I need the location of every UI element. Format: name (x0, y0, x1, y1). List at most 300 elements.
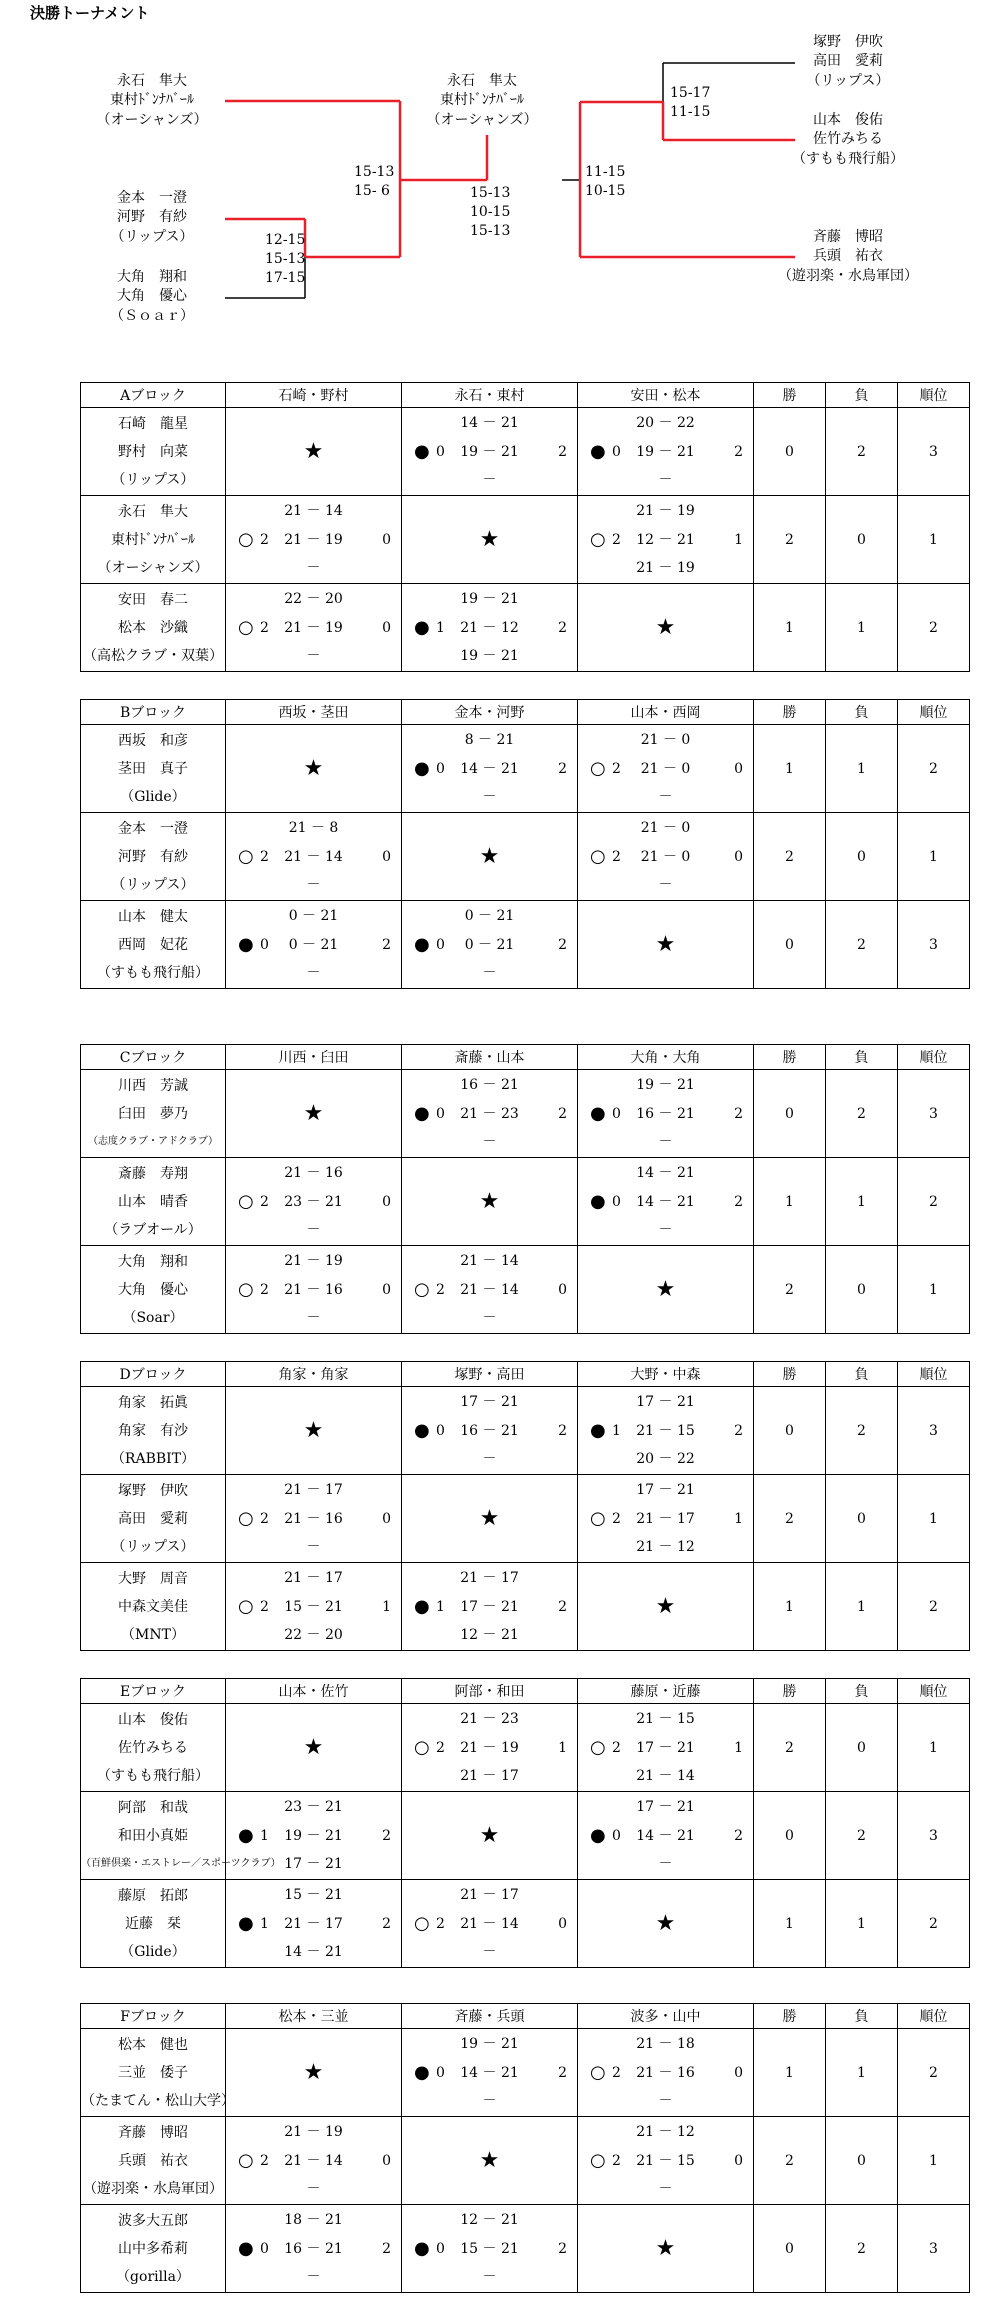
game-score: 21 － 12 (636, 2124, 695, 2140)
game-score: 21 － 17 (284, 1482, 343, 1498)
table-row (81, 725, 970, 813)
win-mark-icon: ○ (238, 617, 254, 638)
team-cell (81, 496, 226, 584)
score: 12-15 (265, 232, 306, 248)
loss-mark-icon: ● (590, 1103, 606, 1124)
self-match-star-icon: ★ (655, 2236, 676, 2261)
games-won: 2 (612, 2065, 621, 2081)
column-header: 負 (826, 1362, 898, 1387)
team-cell (81, 901, 226, 989)
games-won: 2 (436, 1740, 445, 1756)
game-score: 21 － 19 (284, 532, 343, 548)
score: 11-15 (670, 104, 711, 120)
game-score: 16 － 21 (284, 2241, 343, 2257)
player-name: 西坂 和彦 (118, 732, 188, 749)
game-score: 23 － 21 (284, 1799, 343, 1815)
rank-value: 1 (898, 2117, 970, 2205)
games-won: 2 (436, 1282, 445, 1298)
table-row (81, 496, 970, 584)
wins-count: 2 (754, 2117, 826, 2205)
column-header: 勝 (754, 383, 826, 408)
wins-count: 0 (754, 1070, 826, 1158)
game-score: 19 － 21 (636, 444, 695, 460)
player-name: 三並 倭子 (118, 2064, 188, 2081)
game-score: 21 － 14 (284, 503, 343, 519)
games-lost: 0 (382, 1282, 391, 1298)
match-cell (226, 1475, 402, 1563)
games-won: 1 (260, 1916, 269, 1932)
game-score: － (482, 1310, 497, 1326)
game-score: 21 － 17 (284, 1570, 343, 1586)
club-name: （オーシャンズ） (97, 559, 209, 576)
score: 15-13 (470, 223, 511, 239)
match-cell (402, 1158, 578, 1246)
wins-count: 0 (754, 901, 826, 989)
game-score: 0 － 21 (288, 937, 339, 953)
loss-mark-icon: ● (414, 934, 430, 955)
match-cell (578, 584, 754, 672)
game-score: － (482, 1944, 497, 1960)
game-score: 19 － 21 (284, 1828, 343, 1844)
rank-value: 2 (898, 2029, 970, 2117)
player-name: 藤原 拓郎 (118, 1887, 188, 1904)
column-header: 負 (826, 700, 898, 725)
player-name: 塚野 伊吹 (118, 1482, 188, 1499)
game-score: 21 － 15 (636, 2153, 695, 2169)
game-score: 21 － 17 (460, 1768, 519, 1784)
team-cell (81, 2029, 235, 2117)
game-score: 21 － 19 (460, 1740, 519, 1756)
table-row (81, 1704, 970, 1792)
team-cell (81, 1158, 226, 1246)
win-mark-icon: ○ (590, 1737, 606, 1758)
match-cell (402, 1563, 578, 1651)
club-name: （高松クラブ・双葉） (83, 647, 223, 664)
self-match-star-icon: ★ (303, 756, 324, 781)
win-mark-icon: ○ (590, 1508, 606, 1529)
self-match-star-icon: ★ (479, 1189, 500, 1214)
games-lost: 2 (734, 1828, 743, 1844)
entry-name: 東村ﾄﾞﾝﾅﾊﾞｰﾙ (440, 92, 524, 108)
match-cell (226, 1563, 402, 1651)
game-score: 14 － 21 (460, 761, 519, 777)
team-cell (81, 1880, 226, 1968)
entry-name: 東村ﾄﾞﾝﾅﾊﾞｰﾙ (110, 92, 194, 108)
club-name: （すもも飛行船） (97, 964, 209, 981)
player-name: 中森文美佳 (118, 1598, 188, 1615)
win-mark-icon: ○ (238, 1596, 254, 1617)
table-row (81, 2205, 970, 2293)
win-mark-icon: ○ (414, 1913, 430, 1934)
match-cell (402, 1070, 578, 1158)
player-name: 斉藤 博昭 (118, 2124, 188, 2141)
block-name: Cブロック (81, 1045, 226, 1070)
column-header: 川西・臼田 (226, 1045, 402, 1070)
entry-name: 兵頭 祐衣 (813, 248, 883, 264)
player-name: 波多大五郎 (118, 2212, 188, 2229)
game-score: 14 － 21 (636, 1165, 695, 1181)
column-header: 山本・西岡 (578, 700, 754, 725)
column-header: 金本・河野 (402, 700, 578, 725)
game-score: 21 － 14 (636, 1768, 695, 1784)
game-score: 21 － 12 (636, 1539, 695, 1555)
game-score: － (306, 965, 321, 981)
games-won: 0 (436, 2065, 445, 2081)
game-score: － (306, 1222, 321, 1238)
entry-name: 斉藤 博昭 (813, 229, 883, 245)
rank-value: 2 (898, 1880, 970, 1968)
game-score: － (658, 2093, 673, 2109)
player-name: 佐竹みちる (118, 1739, 188, 1756)
game-score: － (658, 877, 673, 893)
game-score: 8 － 21 (464, 732, 515, 748)
loss-mark-icon: ● (414, 2238, 430, 2259)
games-lost: 2 (558, 1599, 567, 1615)
games-lost: 2 (382, 937, 391, 953)
team-cell (81, 813, 226, 901)
column-header: 負 (826, 2004, 898, 2029)
game-score: 14 － 21 (460, 415, 519, 431)
match-cell (226, 725, 402, 813)
wins-count: 0 (754, 1792, 826, 1880)
game-score: 21 － 19 (284, 620, 343, 636)
win-mark-icon: ○ (590, 758, 606, 779)
entry-name: 高田 愛莉 (813, 53, 883, 69)
self-match-star-icon: ★ (479, 844, 500, 869)
game-score: 21 － 15 (636, 1423, 695, 1439)
games-won: 2 (260, 1282, 269, 1298)
game-score: 21 － 16 (636, 2065, 695, 2081)
game-score: 19 － 21 (460, 591, 519, 607)
player-name: 阿部 和哉 (118, 1799, 188, 1816)
player-name: 河野 有紗 (118, 848, 188, 865)
games-won: 2 (612, 761, 621, 777)
game-score: 12 － 21 (460, 2212, 519, 2228)
games-won: 0 (436, 2241, 445, 2257)
block-table (80, 699, 970, 989)
club-name: （Glide） (120, 1943, 186, 1960)
player-name: 茎田 真子 (118, 760, 188, 777)
match-cell (578, 1475, 754, 1563)
left-entries (96, 72, 207, 324)
wins-count: 2 (754, 1704, 826, 1792)
games-lost: 2 (734, 1194, 743, 1210)
match-cell (226, 2117, 402, 2205)
games-lost: 0 (558, 1916, 567, 1932)
match-cell (578, 725, 754, 813)
game-score: 21 － 15 (636, 1711, 695, 1727)
club-name: （すもも飛行船） (97, 1767, 209, 1784)
player-name: 山本 俊佑 (118, 1711, 188, 1728)
column-header: 負 (826, 383, 898, 408)
game-score: － (306, 1539, 321, 1555)
rank-value: 1 (898, 496, 970, 584)
block-table (80, 1361, 970, 1651)
games-lost: 0 (382, 2153, 391, 2169)
rank-value: 3 (898, 901, 970, 989)
club-name: （Glide） (120, 788, 186, 805)
self-match-star-icon: ★ (303, 2060, 324, 2085)
game-score: 21 － 19 (284, 1253, 343, 1269)
win-mark-icon: ○ (590, 846, 606, 867)
self-match-star-icon: ★ (655, 1277, 676, 1302)
game-score: － (306, 648, 321, 664)
game-score: 21 － 23 (460, 1711, 519, 1727)
games-lost: 2 (734, 1423, 743, 1439)
game-score: 21 － 0 (640, 732, 691, 748)
losses-count: 1 (826, 1563, 898, 1651)
loss-mark-icon: ● (590, 441, 606, 462)
club-name: （リップス） (111, 1538, 195, 1555)
club-name: （リップス） (111, 876, 195, 893)
player-name: 西岡 妃花 (118, 936, 188, 953)
score: 15-13 (265, 251, 306, 267)
games-won: 0 (436, 761, 445, 777)
losses-count: 1 (826, 2029, 898, 2117)
losses-count: 2 (826, 1387, 898, 1475)
match-cell (402, 1704, 578, 1792)
loss-mark-icon: ● (414, 2062, 430, 2083)
player-name: 松本 健也 (118, 2036, 188, 2053)
rank-value: 1 (898, 1704, 970, 1792)
player-name: 永石 隼大 (118, 503, 188, 520)
wins-count: 1 (754, 725, 826, 813)
match-cell (226, 1792, 402, 1880)
games-won: 2 (436, 1916, 445, 1932)
table-row (81, 2117, 970, 2205)
team-cell (81, 1070, 226, 1158)
games-won: 0 (436, 937, 445, 953)
game-score: 21 － 17 (460, 1887, 519, 1903)
games-lost: 0 (382, 1511, 391, 1527)
game-score: 17 － 21 (636, 1482, 695, 1498)
games-won: 2 (260, 1511, 269, 1527)
match-cell (578, 2117, 754, 2205)
losses-count: 2 (826, 901, 898, 989)
loss-mark-icon: ● (414, 441, 430, 462)
match-cell (578, 1704, 754, 1792)
entry-name: 大角 優心 (117, 288, 187, 304)
right-entries (778, 34, 918, 284)
block-name: Bブロック (81, 700, 226, 725)
win-mark-icon: ○ (238, 529, 254, 550)
page-title: 決勝トーナメント (30, 4, 150, 22)
self-match-star-icon: ★ (655, 1911, 676, 1936)
match-cell (226, 408, 402, 496)
self-match-star-icon: ★ (655, 1594, 676, 1619)
win-mark-icon: ○ (414, 1737, 430, 1758)
match-cell (578, 901, 754, 989)
games-lost: 0 (734, 761, 743, 777)
game-score: 14 － 21 (636, 1194, 695, 1210)
games-lost: 2 (558, 2241, 567, 2257)
game-score: 16 － 21 (460, 1423, 519, 1439)
game-score: 17 － 21 (636, 1799, 695, 1815)
wins-count: 1 (754, 1880, 826, 1968)
games-won: 2 (260, 1599, 269, 1615)
win-mark-icon: ○ (238, 2150, 254, 2171)
entry-club: （Ｓｏａｒ） (110, 308, 194, 324)
games-lost: 2 (382, 2241, 391, 2257)
losses-count: 0 (826, 496, 898, 584)
club-name: （百鮮倶楽・エストレー／スポーツクラブ） (81, 1857, 281, 1869)
loss-mark-icon: ● (238, 2238, 254, 2259)
games-won: 2 (260, 2153, 269, 2169)
column-header: 勝 (754, 1362, 826, 1387)
match-cell (402, 813, 578, 901)
games-won: 0 (436, 444, 445, 460)
losses-count: 0 (826, 1246, 898, 1334)
team-cell (81, 1387, 226, 1475)
games-lost: 1 (558, 1740, 567, 1756)
game-score: 21 － 16 (284, 1165, 343, 1181)
game-score: 12 － 21 (460, 1627, 519, 1643)
game-score: 0 － 21 (464, 908, 515, 924)
game-score: 16 － 21 (460, 1077, 519, 1093)
game-score: － (482, 1451, 497, 1467)
match-cell (402, 408, 578, 496)
games-won: 0 (436, 1423, 445, 1439)
self-match-star-icon: ★ (303, 439, 324, 464)
games-won: 2 (612, 2153, 621, 2169)
game-score: 0 － 21 (464, 937, 515, 953)
game-score: 21 － 0 (640, 820, 691, 836)
games-won: 1 (436, 620, 445, 636)
wins-count: 2 (754, 1475, 826, 1563)
rank-value: 2 (898, 725, 970, 813)
losses-count: 1 (826, 584, 898, 672)
games-won: 2 (612, 532, 621, 548)
games-won: 1 (260, 1828, 269, 1844)
match-cell (226, 2029, 402, 2117)
games-lost: 2 (558, 761, 567, 777)
score: 10-15 (470, 204, 511, 220)
rank-value: 1 (898, 813, 970, 901)
games-lost: 1 (734, 532, 743, 548)
club-name: （gorilla） (116, 2268, 190, 2285)
win-mark-icon: ○ (590, 2062, 606, 2083)
player-name: 山本 健太 (118, 908, 188, 925)
column-header: 角家・角家 (226, 1362, 402, 1387)
column-header: 斉藤・兵頭 (402, 2004, 578, 2029)
team-cell (81, 725, 226, 813)
loss-mark-icon: ● (414, 1596, 430, 1617)
player-name: 山本 晴香 (118, 1193, 188, 1210)
game-score: － (658, 789, 673, 805)
entry-name: 永石 隼大 (117, 73, 187, 89)
column-header: 西坂・茎田 (226, 700, 402, 725)
match-cell (402, 2205, 578, 2293)
match-cell (226, 901, 402, 989)
game-score: － (306, 2181, 321, 2197)
games-lost: 1 (382, 1599, 391, 1615)
game-score: 14 － 21 (284, 1944, 343, 1960)
table-row (81, 1070, 970, 1158)
table-row (81, 1792, 970, 1880)
match-cell (402, 1880, 578, 1968)
column-header: 順位 (898, 383, 970, 408)
win-mark-icon: ○ (590, 2150, 606, 2171)
match-cell (578, 2029, 754, 2117)
match-cell (402, 496, 578, 584)
games-lost: 2 (558, 444, 567, 460)
player-name: 大角 翔和 (118, 1253, 188, 1270)
game-score: 17 － 21 (636, 1740, 695, 1756)
match-cell (402, 584, 578, 672)
self-match-star-icon: ★ (303, 1101, 324, 1126)
games-won: 2 (260, 620, 269, 636)
column-header: 勝 (754, 1045, 826, 1070)
game-score: 19 － 21 (460, 444, 519, 460)
wins-count: 1 (754, 584, 826, 672)
game-score: － (482, 472, 497, 488)
game-score: 19 － 21 (460, 648, 519, 664)
team-cell (81, 1792, 281, 1880)
club-name: （リップス） (111, 471, 195, 488)
player-name: 臼田 夢乃 (118, 1105, 188, 1122)
game-score: 17 － 21 (636, 1394, 695, 1410)
score: 15- 6 (354, 183, 390, 199)
column-header: 波多・山中 (578, 2004, 754, 2029)
game-score: － (482, 1134, 497, 1150)
game-score: 21 － 19 (636, 503, 695, 519)
match-cell (578, 1158, 754, 1246)
games-won: 0 (612, 1828, 621, 1844)
match-cell (578, 1070, 754, 1158)
column-header: 勝 (754, 1679, 826, 1704)
block-table (80, 2003, 970, 2293)
loss-mark-icon: ● (590, 1825, 606, 1846)
game-score: 21 － 14 (284, 2153, 343, 2169)
match-cell (402, 2029, 578, 2117)
team-cell (81, 1475, 226, 1563)
rank-value: 3 (898, 1792, 970, 1880)
games-won: 0 (612, 1194, 621, 1210)
block-name: Aブロック (81, 383, 226, 408)
game-score: 15 － 21 (284, 1887, 343, 1903)
entry-club: （オーシャンズ） (96, 112, 208, 128)
column-header: 大野・中森 (578, 1362, 754, 1387)
games-won: 1 (612, 1423, 621, 1439)
match-cell (226, 2205, 402, 2293)
rank-value: 1 (898, 1246, 970, 1334)
entry-club: （すもも飛行船） (792, 151, 904, 167)
player-name: 高田 愛莉 (118, 1510, 188, 1527)
entry-name: 大角 翔和 (117, 269, 187, 285)
score: 15-13 (354, 164, 395, 180)
loss-mark-icon: ● (238, 1913, 254, 1934)
column-header: 松本・三並 (226, 2004, 402, 2029)
games-won: 2 (260, 1194, 269, 1210)
games-won: 0 (436, 1106, 445, 1122)
losses-count: 1 (826, 725, 898, 813)
self-match-star-icon: ★ (655, 615, 676, 640)
win-mark-icon: ○ (238, 1191, 254, 1212)
club-name: （Soar） (122, 1309, 184, 1326)
block-table (80, 1044, 970, 1334)
games-lost: 2 (558, 1423, 567, 1439)
entry-club: （遊羽楽・水鳥軍団） (778, 268, 918, 284)
block-name: Fブロック (81, 2004, 226, 2029)
table-row (81, 1880, 970, 1968)
column-header: 勝 (754, 2004, 826, 2029)
player-name: 大野 周音 (118, 1570, 188, 1587)
column-header: 順位 (898, 2004, 970, 2029)
center-entry (426, 72, 537, 128)
losses-count: 1 (826, 1158, 898, 1246)
losses-count: 2 (826, 1792, 898, 1880)
game-score: 21 － 12 (460, 620, 519, 636)
